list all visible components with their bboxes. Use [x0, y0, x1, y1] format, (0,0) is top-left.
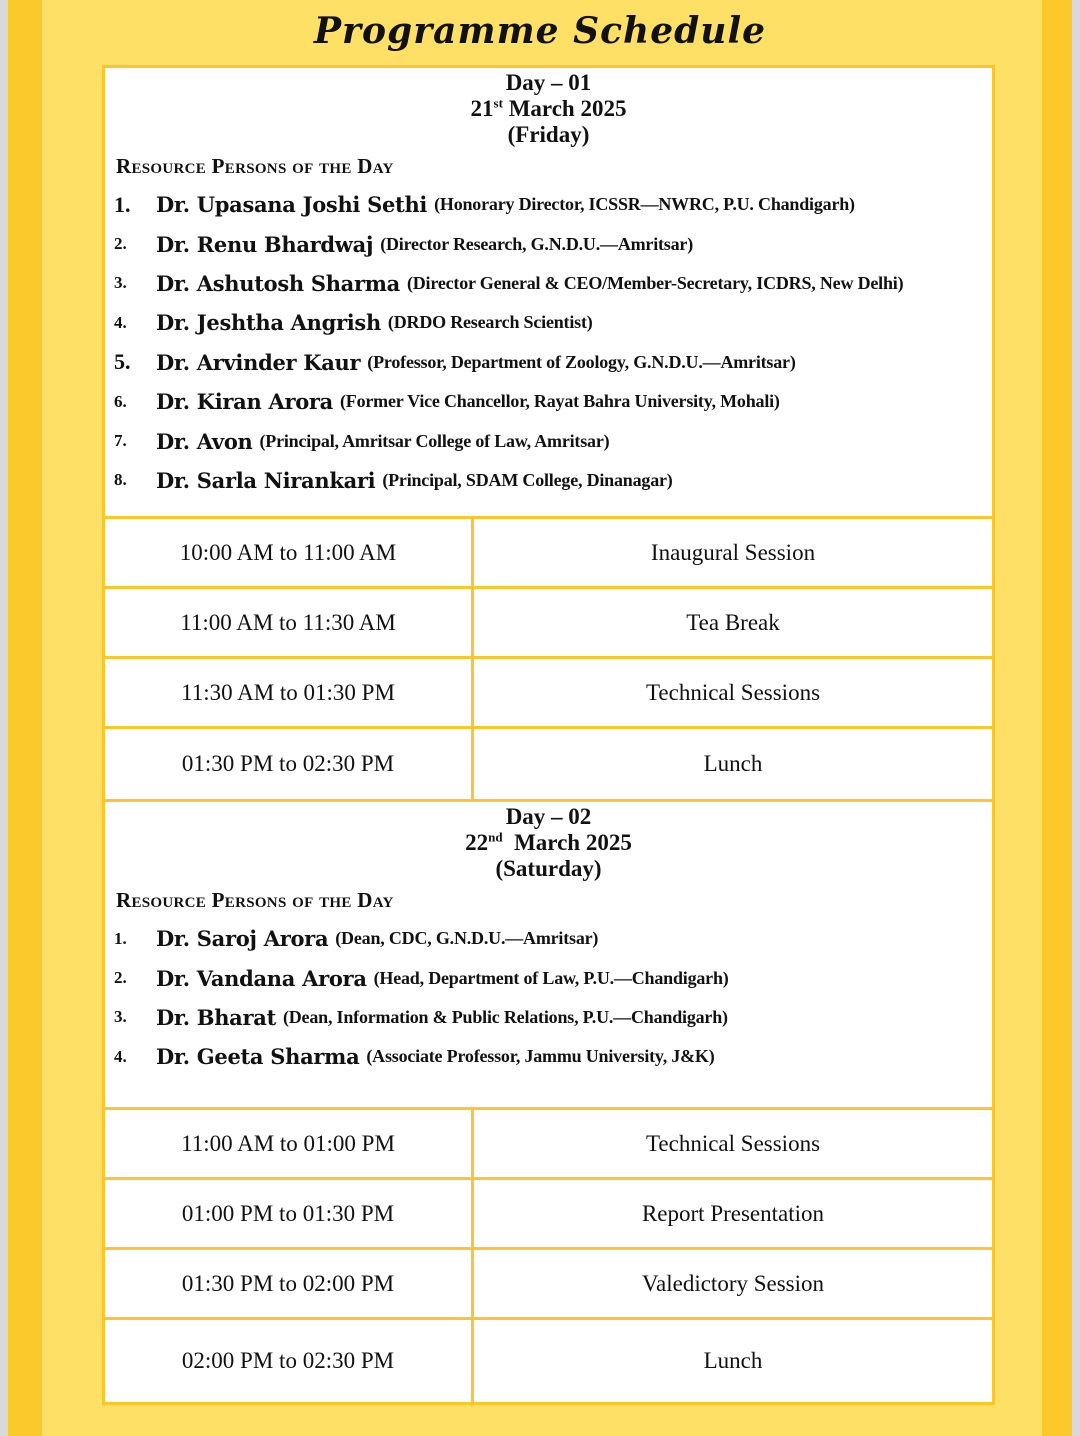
item-number: 3. [114, 273, 127, 293]
day2-resource-persons-heading: Resource Persons of the Day [116, 888, 394, 912]
list-item [105, 461, 992, 500]
session-event: Technical Sessions [645, 1130, 821, 1156]
list-item [105, 382, 992, 421]
table-row [105, 519, 992, 589]
day1-sessions-table [105, 519, 992, 802]
item-number: 4. [114, 312, 127, 332]
item-number: 3. [114, 1007, 127, 1027]
person-designation: (Dean, CDC, G.N.D.U.—Amritsar) [335, 928, 599, 949]
person-designation: (Dean, Information & Public Relations, P.U.—Chandigarh) [282, 1006, 728, 1027]
person-name: Dr. Arvinder Kaur [156, 349, 361, 375]
person-designation: (Director Research, G.N.D.U.—Amritsar) [380, 233, 693, 254]
person-designation: (DRDO Research Scientist) [387, 312, 593, 333]
session-time: 02:00 PM to 02:30 PM [105, 1320, 474, 1402]
day2-sessions-table [105, 1110, 992, 1402]
day1-resource-persons-heading: Resource Persons of the Day [116, 154, 394, 178]
item-number: 2. [114, 968, 127, 988]
session-event: Inaugural Session [650, 539, 816, 565]
list-item [105, 343, 992, 382]
list-item [105, 919, 992, 958]
session-time: 11:30 AM to 01:30 PM [105, 659, 474, 726]
list-item [105, 958, 992, 997]
day1-weekday: (Friday) [507, 122, 590, 147]
list-item [105, 185, 992, 224]
item-number: 7. [114, 431, 127, 451]
person-name: Dr. Sarla Nirankari [156, 467, 376, 493]
person-name: Dr. Geeta Sharma [156, 1044, 360, 1070]
person-designation: (Principal, Amritsar College of Law, Amritsar) [259, 430, 610, 451]
session-time: 01:00 PM to 01:30 PM [105, 1180, 474, 1247]
person-name: Dr. Upasana Joshi Sethi [156, 192, 428, 218]
item-number: 6. [114, 391, 127, 411]
person-designation: (Former Vice Chancellor, Rayat Bahra University, Mohali) [339, 391, 780, 412]
session-time: 01:30 PM to 02:00 PM [105, 1250, 474, 1317]
day1-date-day: 21 [470, 96, 494, 121]
list-item [105, 421, 992, 460]
person-designation: (Principal, SDAM College, Dinanagar) [382, 469, 673, 490]
person-designation: (Professor, Department of Zoology, G.N.D.U.—Amritsar) [367, 351, 796, 372]
day1-resource-persons-list [105, 185, 992, 500]
table-row [105, 1180, 992, 1250]
list-item [105, 303, 992, 342]
person-name: Dr. Jeshtha Angrish [156, 310, 381, 336]
person-name: Dr. Ashutosh Sharma [156, 270, 400, 296]
day2-date-rest: March 2025 [502, 830, 632, 855]
session-event: Technical Sessions [645, 679, 821, 705]
session-event: Report Presentation [641, 1200, 825, 1226]
session-event: Lunch [703, 1348, 763, 1373]
person-name: Dr. Saroj Arora [156, 926, 329, 952]
session-time: 11:00 AM to 01:00 PM [105, 1110, 474, 1177]
person-name: Dr. Bharat [156, 1004, 276, 1030]
left-border-strip [0, 0, 42, 1436]
day2-resource-persons-list [105, 919, 992, 1077]
page-title: Programme Schedule [313, 10, 767, 52]
session-event: Tea Break [686, 609, 780, 635]
list-item [105, 998, 992, 1037]
list-item [105, 1037, 992, 1076]
person-designation: (Honorary Director, ICSSR—NWRC, P.U. Chandigarh) [434, 194, 855, 215]
item-number: 4. [114, 1046, 127, 1066]
person-designation: (Director General & CEO/Member-Secretary, ICDRS, New Delhi) [406, 272, 904, 293]
day2-heading [105, 802, 992, 882]
day1-heading [105, 68, 992, 148]
day1-label: Day – 01 [505, 70, 592, 95]
table-row [105, 659, 992, 729]
day2-date-suffix: nd [488, 829, 503, 845]
day2-label: Day – 02 [505, 804, 592, 829]
person-designation: (Associate Professor, Jammu University, J&K) [366, 1046, 715, 1067]
schedule-sheet [102, 65, 995, 1405]
item-number: 8. [114, 470, 127, 490]
table-row [105, 729, 992, 799]
table-row [105, 589, 992, 659]
person-name: Dr. Kiran Arora [156, 389, 333, 415]
item-number: 1. [114, 928, 127, 948]
person-name: Dr. Vandana Arora [156, 965, 367, 991]
person-designation: (Head, Department of Law, P.U.—Chandigarh) [373, 967, 729, 988]
day1-date-rest: March 2025 [502, 96, 627, 121]
day1-date-suffix: st [493, 95, 503, 111]
day2-header-block [105, 802, 992, 1110]
day2-date [105, 830, 992, 856]
session-time: 01:30 PM to 02:30 PM [105, 729, 474, 799]
list-item [105, 264, 992, 303]
list-item [105, 224, 992, 263]
day1-header-block [105, 68, 992, 519]
table-row [105, 1250, 992, 1320]
item-number: 1. [114, 191, 131, 217]
table-row [105, 1320, 992, 1402]
item-number: 5. [114, 349, 131, 375]
table-row [105, 1110, 992, 1180]
session-event: Lunch [703, 751, 763, 776]
person-name: Dr. Renu Bhardwaj [156, 231, 374, 257]
session-event: Valedictory Session [641, 1270, 825, 1296]
person-name: Dr. Avon [156, 428, 253, 454]
day1-date [105, 96, 992, 122]
day2-weekday: (Saturday) [495, 856, 602, 881]
session-time: 10:00 AM to 11:00 AM [105, 519, 474, 586]
right-border-strip [1042, 0, 1080, 1436]
day2-date-day: 22 [465, 830, 489, 855]
session-time: 11:00 AM to 11:30 AM [105, 589, 474, 656]
item-number: 2. [114, 234, 127, 254]
